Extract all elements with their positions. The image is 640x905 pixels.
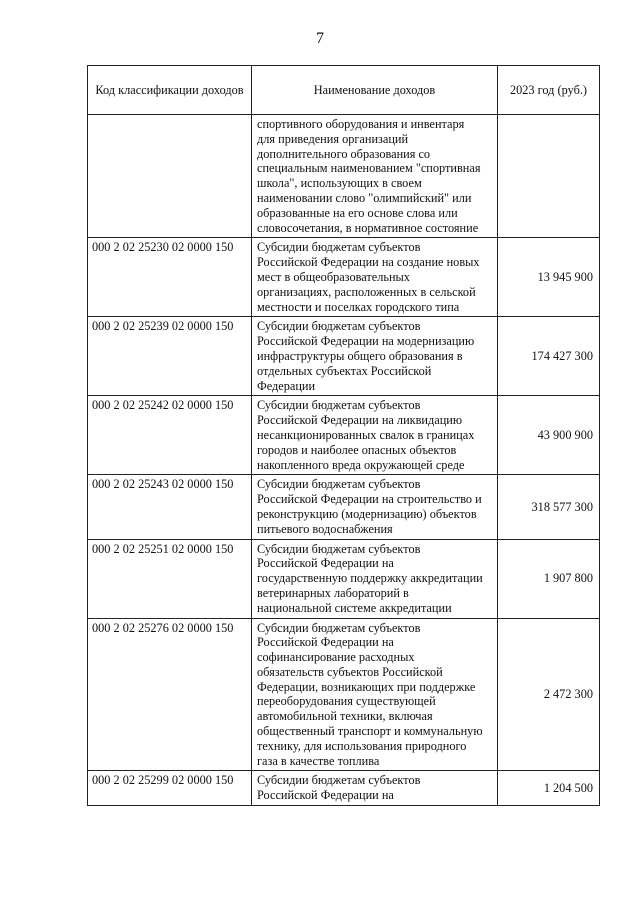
row-name-line: Субсидии бюджетам субъектов — [257, 773, 421, 788]
row-name-line: переоборудования существующей — [257, 694, 436, 709]
row-name-line: мест в общеобразовательных — [257, 269, 410, 284]
row-name-line: ветеринарных лабораторий в — [257, 585, 409, 600]
row-amount: 174 427 300 — [498, 317, 600, 396]
row-name-line: городов и наиболее опасных объектов — [257, 442, 457, 457]
row-name-line: обязательств субъектов Российской — [257, 664, 443, 679]
row-name — [252, 539, 498, 618]
row-name-line: Субсидии бюджетам субъектов — [257, 319, 421, 334]
row-name-line: Российской Федерации на создание новых — [257, 255, 480, 270]
row-name-line: Российской Федерации на — [257, 788, 394, 803]
row-code: 000 2 02 25242 02 0000 150 — [88, 396, 252, 475]
row-code — [88, 115, 252, 238]
row-code: 000 2 02 25276 02 0000 150 — [88, 618, 252, 771]
page-number: 7 — [316, 30, 324, 47]
row-name-line: образованные на его основе слова или — [257, 205, 458, 220]
row-name-line: Российской Федерации на — [257, 635, 394, 650]
table-row — [88, 396, 600, 475]
header-code: Код классификации доходов — [88, 66, 252, 115]
row-name — [252, 238, 498, 317]
row-name-line: автомобильной техники, включая — [257, 709, 433, 724]
row-name-line: наименовании слово "олимпийский" или — [257, 190, 472, 205]
row-name-line: Субсидии бюджетам субъектов — [257, 620, 421, 635]
header-name: Наименование доходов — [252, 66, 498, 115]
row-code: 000 2 02 25243 02 0000 150 — [88, 475, 252, 539]
row-name — [252, 115, 498, 238]
row-name-line: местности и поселках городского типа — [257, 299, 460, 314]
row-name-line: реконструкцию (модернизацию) объектов — [257, 506, 477, 521]
row-name — [252, 396, 498, 475]
row-name — [252, 317, 498, 396]
row-name-line: питьевого водоснабжения — [257, 521, 393, 536]
row-name — [252, 618, 498, 771]
row-amount: 1 907 800 — [498, 539, 600, 618]
row-name-line: государственную поддержку аккредитации — [257, 571, 483, 586]
row-name — [252, 475, 498, 539]
row-name-line: несанкционированных свалок в границах — [257, 427, 475, 442]
row-name-line: технику, для использования природного — [257, 738, 467, 753]
row-name-line: Субсидии бюджетам субъектов — [257, 240, 421, 255]
row-name-line: Российской Федерации на ликвидацию — [257, 413, 463, 428]
row-name-line: специальным наименованием "спортивная — [257, 161, 481, 176]
table-body — [88, 115, 600, 806]
table-row — [88, 618, 600, 771]
row-name-line: накопленного вреда окружающей среде — [257, 457, 465, 472]
row-code: 000 2 02 25230 02 0000 150 — [88, 238, 252, 317]
row-name-line: организациях, расположенных в сельской — [257, 284, 476, 299]
row-name-line: газа в качестве топлива — [257, 753, 380, 768]
table-row — [88, 238, 600, 317]
table-row — [88, 539, 600, 618]
row-amount: 13 945 900 — [498, 238, 600, 317]
row-amount: 318 577 300 — [498, 475, 600, 539]
row-code: 000 2 02 25239 02 0000 150 — [88, 317, 252, 396]
row-name-line: спортивного оборудования и инвентаря — [257, 117, 465, 131]
row-name-line: дополнительного образования со — [257, 146, 431, 161]
row-amount: 2 472 300 — [498, 618, 600, 771]
row-name-line: Федерации — [257, 378, 316, 393]
row-amount: 1 204 500 — [498, 771, 600, 806]
row-name — [252, 771, 498, 806]
table-row — [88, 475, 600, 539]
row-name-line: софинансирование расходных — [257, 650, 415, 665]
row-name-line: национальной системе аккредитации — [257, 600, 452, 615]
row-name-line: Российской Федерации на модернизацию — [257, 334, 475, 349]
row-name-line: общественный транспорт и коммунальную — [257, 724, 483, 739]
row-name-line: Субсидии бюджетам субъектов — [257, 477, 421, 492]
row-amount — [498, 115, 600, 238]
table-header-row — [88, 66, 600, 115]
row-name-line: школа", использующих в своем — [257, 176, 422, 191]
table-row — [88, 771, 600, 806]
row-name-line: для приведения организаций — [257, 131, 409, 146]
row-name-line: словосочетания, в нормативное состояние — [257, 220, 479, 235]
row-code: 000 2 02 25299 02 0000 150 — [88, 771, 252, 806]
row-name-line: Российской Федерации на строительство и — [257, 492, 482, 507]
table-row — [88, 115, 600, 238]
row-name-line: Федерации, возникающих при поддержке — [257, 679, 476, 694]
revenue-table — [87, 65, 600, 806]
row-name-line: Субсидии бюджетам субъектов — [257, 398, 421, 413]
row-name-line: Российской Федерации на — [257, 556, 394, 571]
header-amount: 2023 год (руб.) — [498, 66, 600, 115]
row-name-line: Субсидии бюджетам субъектов — [257, 541, 421, 556]
row-name-line: отдельных субъектах Российской — [257, 363, 432, 378]
row-name-line: инфраструктуры общего образования в — [257, 348, 463, 363]
row-amount: 43 900 900 — [498, 396, 600, 475]
row-code: 000 2 02 25251 02 0000 150 — [88, 539, 252, 618]
table-row — [88, 317, 600, 396]
